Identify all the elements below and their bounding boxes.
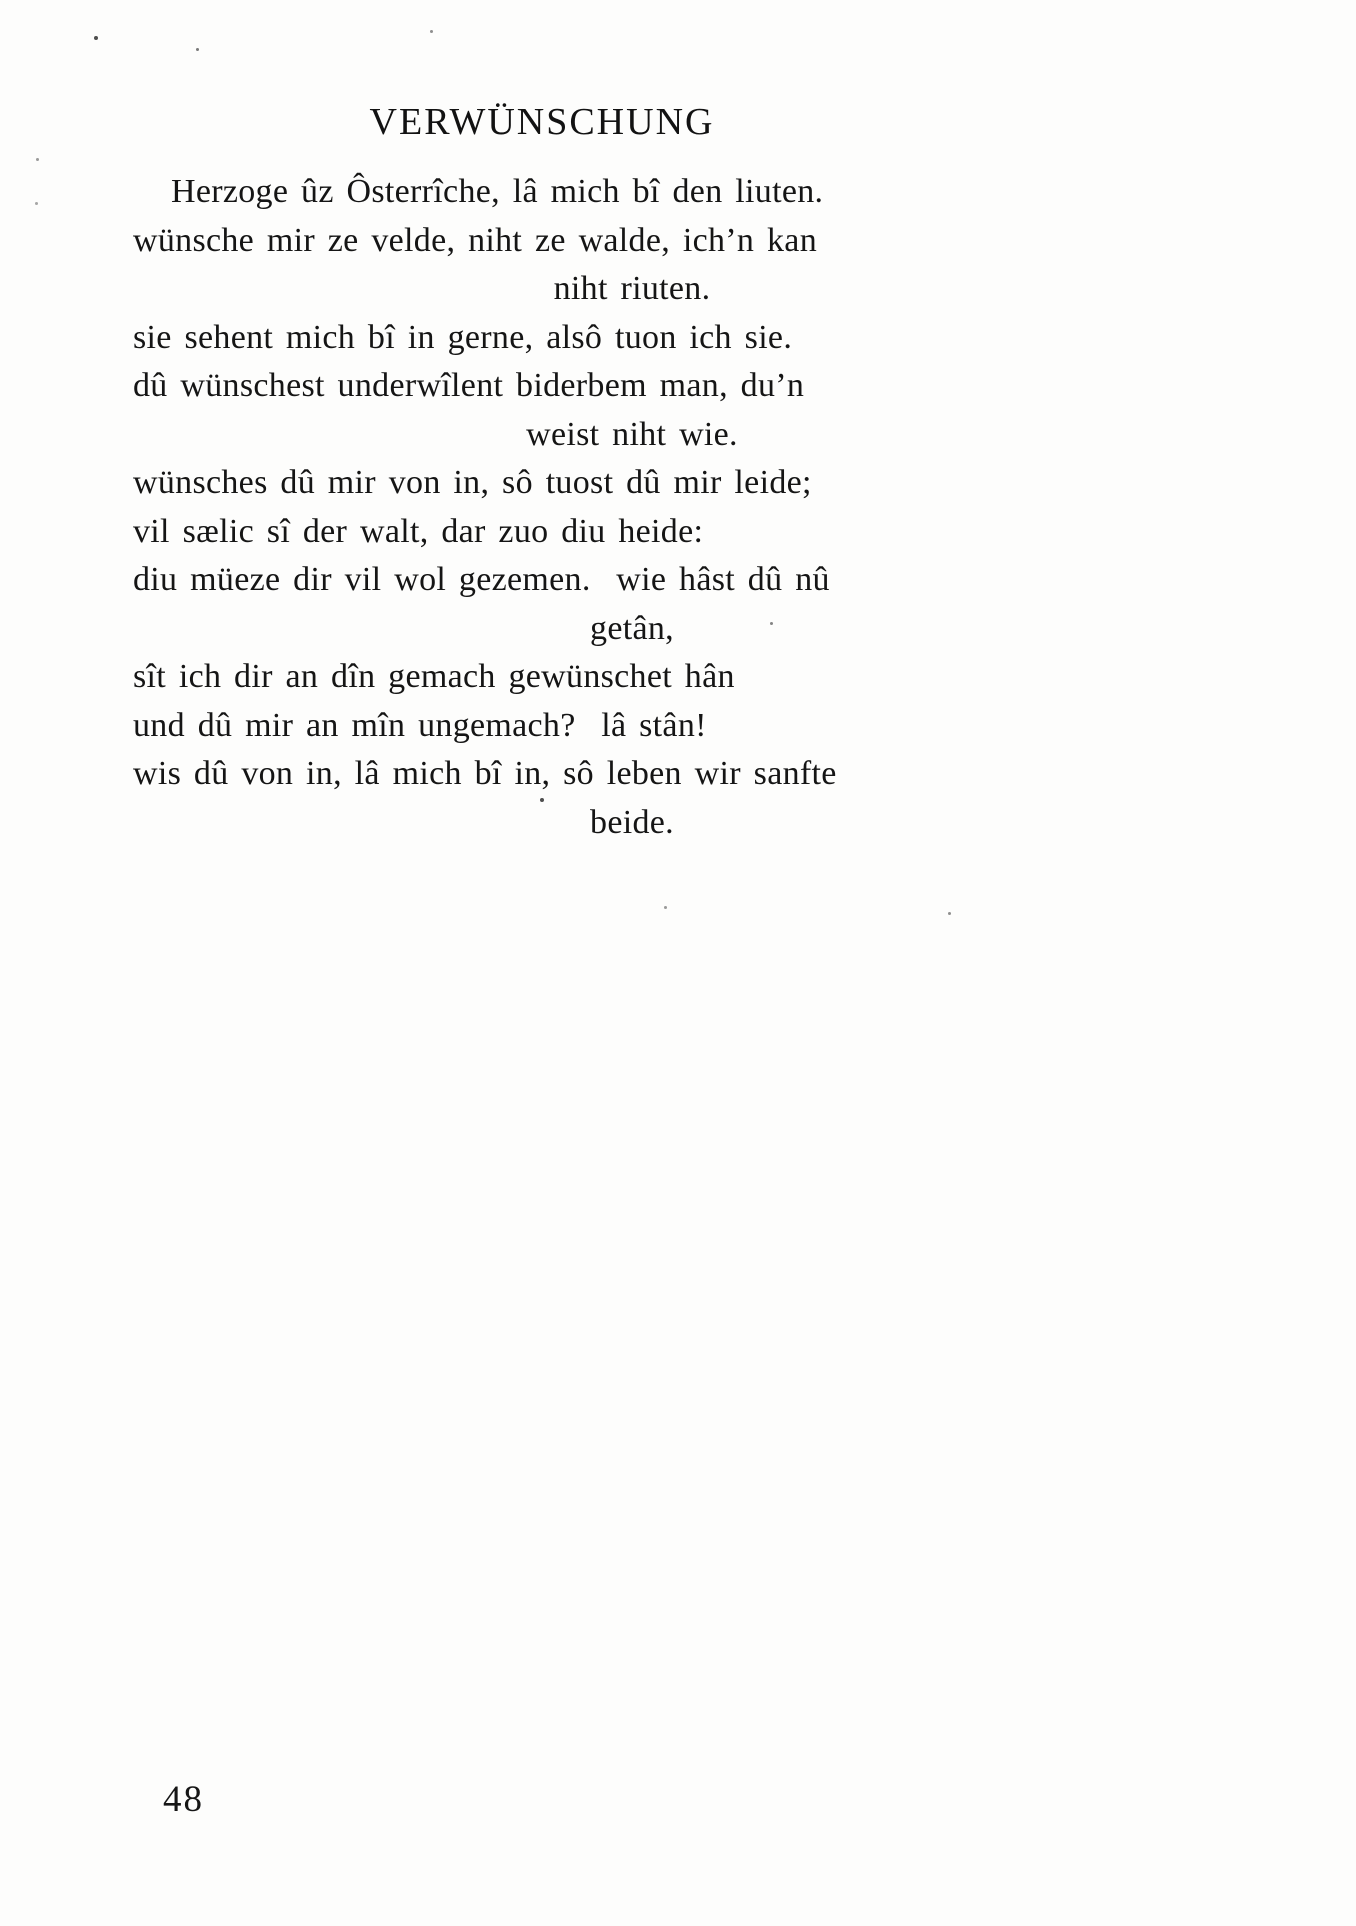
poem-line: niht riuten. — [553, 270, 711, 307]
poem-line: weist niht wie. — [526, 415, 738, 453]
scan-speck — [430, 30, 433, 33]
text-column — [133, 100, 951, 847]
poem-line: wünsches dû mir von in, sô tuost dû mir leide; — [133, 464, 812, 501]
poem-line: Herzoge ûz Ôsterrîche, lâ mich bî den liuten. — [171, 173, 824, 210]
scan-speck — [36, 158, 39, 161]
poem-line: dû wünschest underwîlent biderbem man, du’n — [133, 367, 805, 404]
poem-title: VERWÜNSCHUNG — [369, 101, 715, 143]
poem-line: diu müeze dir vil wol gezemen. wie hâst dû nû — [133, 561, 830, 598]
scan-speck — [35, 202, 38, 205]
scan-speck — [94, 36, 98, 40]
poem-line: sie sehent mich bî in gerne, alsô tuon ich sie. — [133, 318, 793, 356]
poem-line: sît ich dir an dîn gemach gewünschet hân — [133, 658, 735, 695]
page-number: 48 — [163, 1779, 204, 1820]
poem-line: vil sælic sî der walt, dar zuo diu heide: — [133, 512, 704, 550]
poem-body — [133, 168, 951, 847]
poem-line: wünsche mir ze velde, niht ze walde, ich’n kan — [133, 221, 817, 259]
scan-speck — [664, 906, 667, 909]
poem-line: beide. — [590, 803, 674, 841]
poem-line: getân, — [590, 609, 674, 647]
scan-speck — [948, 912, 951, 915]
poem-line: wis dû von in, lâ mich bî in, sô leben wir sanfte — [133, 755, 837, 792]
scan-speck — [196, 48, 199, 51]
poem-line: und dû mir an mîn ungemach? lâ stân! — [133, 706, 707, 744]
